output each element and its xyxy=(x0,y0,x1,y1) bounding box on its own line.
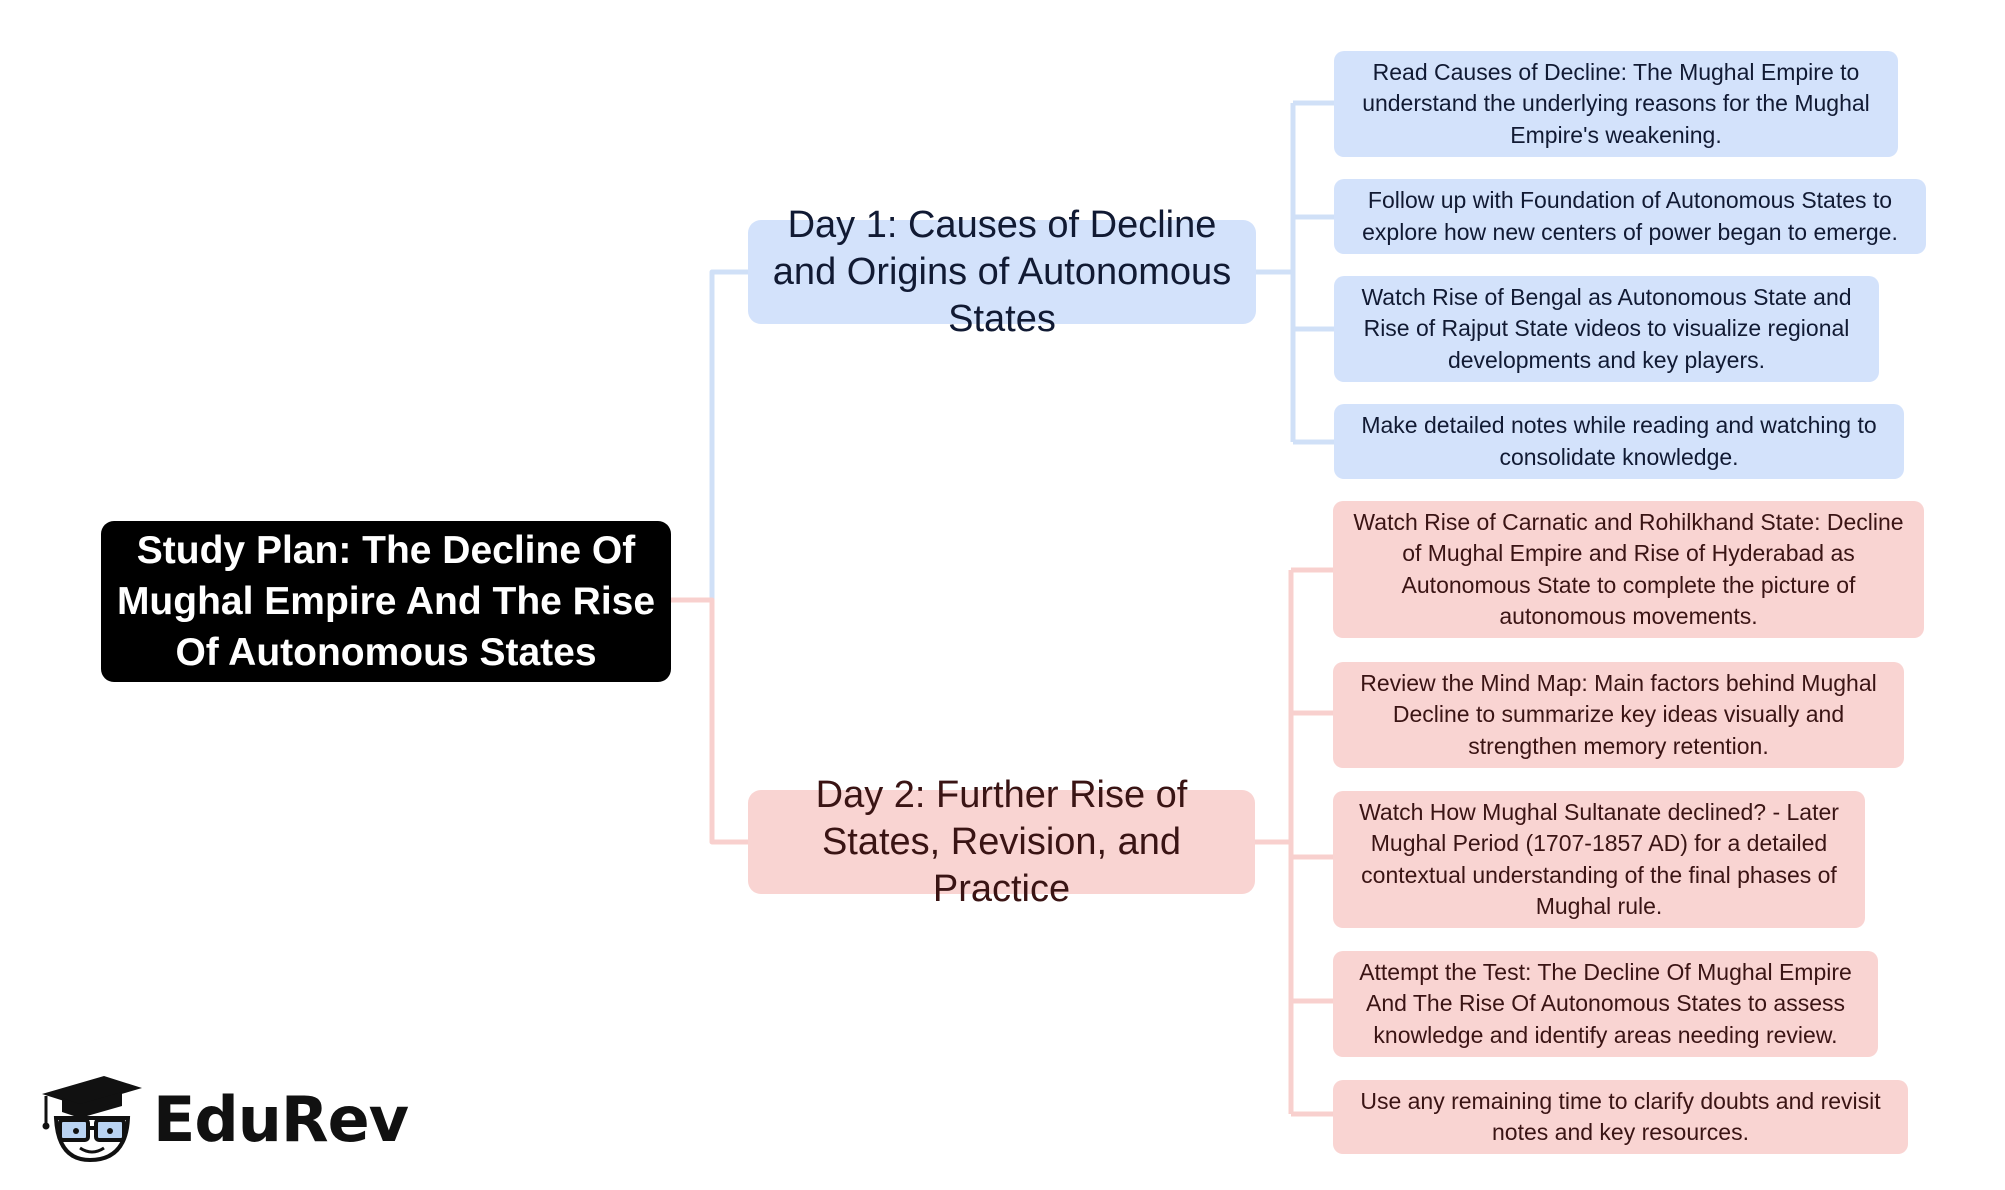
task-day1-2 xyxy=(1334,179,1926,254)
branch-day-2-label: Day 2: Further Rise of States, Revision, and Practice xyxy=(815,773,1188,910)
task-day1-1 xyxy=(1334,51,1898,157)
task-day2-5 xyxy=(1333,1080,1908,1154)
edurev-logo-text: EduRev xyxy=(153,1083,409,1156)
task-day2-4-text: Attempt the Test: The Decline Of Mughal Empire And The Rise Of Autonomous States to assess knowledge and identify areas needing review. xyxy=(1359,958,1852,1048)
task-day2-3 xyxy=(1333,791,1865,928)
task-day2-5-text: Use any remaining time to clarify doubts and revisit notes and key resources. xyxy=(1360,1087,1881,1145)
task-day2-1-text: Watch Rise of Carnatic and Rohilkhand State: Decline of Mughal Empire and Rise of Hyderabad as Autonomous State to complete the picture of autonomous movements. xyxy=(1353,508,1904,629)
task-day1-2-text: Follow up with Foundation of Autonomous States to explore how new centers of power began to emerge. xyxy=(1362,187,1898,245)
task-day2-4 xyxy=(1333,951,1878,1057)
graduation-cap-mascot-icon xyxy=(42,1076,142,1160)
task-day2-3-text: Watch How Mughal Sultanate declined? - Later Mughal Period (1707-1857 AD) for a detailed contextual understanding of the final phases of Mughal rule. xyxy=(1359,798,1839,919)
task-day2-2-text: Review the Mind Map: Main factors behind Mughal Decline to summarize key ideas visually and strengthen memory retention. xyxy=(1360,669,1877,759)
branch-day-2 xyxy=(748,773,1255,910)
connector-root-day1 xyxy=(670,272,748,600)
task-day1-1-text: Read Causes of Decline: The Mughal Empire to understand the underlying reasons for the Mughal Empire's weakening. xyxy=(1362,58,1870,148)
root-title: Study Plan: The Decline Of Mughal Empire And The Rise Of Autonomous States xyxy=(116,529,656,674)
root-node xyxy=(101,521,671,682)
task-day1-4-text: Make detailed notes while reading and watching to consolidate knowledge. xyxy=(1361,412,1877,470)
branch-day-1-label: Day 1: Causes of Decline and Origins of Autonomous States xyxy=(772,203,1232,340)
connector-day2-tasks xyxy=(1252,570,1333,1114)
task-day1-4 xyxy=(1334,404,1904,479)
task-day2-1 xyxy=(1333,501,1924,638)
connector-day1-tasks xyxy=(1254,103,1334,442)
task-day2-2 xyxy=(1333,662,1904,768)
branch-day-1 xyxy=(748,203,1256,340)
task-day1-3 xyxy=(1334,276,1879,382)
task-day1-3-text: Watch Rise of Bengal as Autonomous State and Rise of Rajput State videos to visualize regional developments and key players. xyxy=(1361,283,1852,373)
connector-root-day2 xyxy=(670,600,748,842)
